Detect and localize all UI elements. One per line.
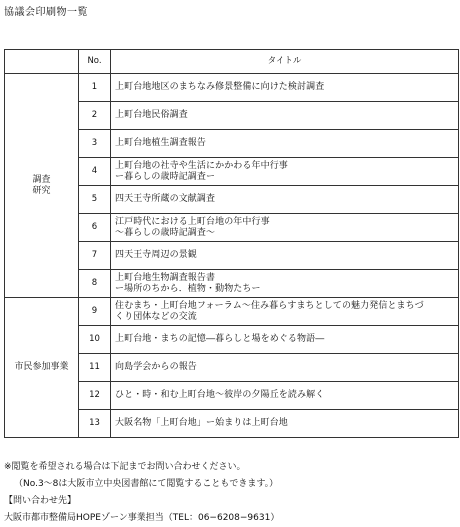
row-number: 7 — [79, 242, 111, 270]
title-line: 上町台地地区のまちなみ修景整備に向けた検討調査 — [115, 82, 325, 92]
table-row — [5, 298, 459, 326]
row-number: 12 — [79, 382, 111, 410]
category-citizen — [5, 298, 79, 438]
contact-section — [4, 459, 279, 527]
row-title — [111, 158, 459, 186]
title-line: くり団体などの交流 — [115, 311, 197, 322]
title-line: 上町台地・まちの記憶―暮らしと場をめぐる物語― — [115, 334, 325, 344]
category-label: 市民参加事業 — [14, 362, 69, 372]
row-number: 1 — [79, 74, 111, 102]
title-line: ひと・時・和む上町台地〜彼岸の夕陽丘を読み解く — [115, 390, 325, 400]
row-number: 4 — [79, 158, 111, 186]
row-number: 10 — [79, 326, 111, 354]
row-title — [111, 74, 459, 102]
title-line: 四天王寺所蔵の文献調査 — [115, 194, 216, 204]
row-title — [111, 382, 459, 410]
header-no: No. — [79, 50, 111, 74]
row-number: 13 — [79, 410, 111, 438]
category-research — [5, 74, 79, 298]
row-title — [111, 130, 459, 158]
row-title — [111, 270, 459, 298]
title-line: ー暮らしの歳時記調査ー — [115, 171, 216, 182]
title-line: 四天王寺周辺の景観 — [115, 250, 197, 260]
row-title — [111, 186, 459, 214]
title-line: ー場所のちから．植物・動物たちー — [115, 283, 261, 294]
title-line: 上町台地生物調査報告書 — [115, 272, 216, 283]
row-title — [111, 354, 459, 382]
category-label: 研究 — [32, 185, 51, 196]
header-row — [5, 50, 459, 74]
viewing-note: ※閲覧を希望される場合は下記までお問い合わせください。 — [4, 462, 246, 472]
page-title: 協議会印刷物一覧 — [4, 7, 88, 18]
header-category — [5, 50, 79, 74]
row-number: 5 — [79, 186, 111, 214]
row-title — [111, 102, 459, 130]
title-line: 〜暮らしの歳時記調査〜 — [115, 227, 216, 238]
row-title — [111, 298, 459, 326]
publications-table — [4, 49, 459, 438]
category-label: 調査 — [32, 174, 51, 185]
row-title — [111, 242, 459, 270]
row-number: 2 — [79, 102, 111, 130]
row-number: 9 — [79, 298, 111, 326]
title-line: 江戸時代における上町台地の年中行事 — [115, 216, 270, 227]
row-title — [111, 214, 459, 242]
title-line: 上町台地植生調査報告 — [115, 138, 207, 148]
title-line: 大阪名物「上町台地」ー始まりは上町台地 — [115, 418, 288, 428]
title-line: 上町台地の社寺や生活にかかわる年中行事 — [115, 160, 288, 171]
table-row — [5, 74, 459, 102]
title-line: 住むまち・上町台地フォーラム〜住み暮らすまちとしての魅力発信とまちづ — [115, 300, 424, 311]
row-number: 3 — [79, 130, 111, 158]
viewing-note-sub: （No.3〜8は大阪市立中央図書館にて閲覧することもできます。） — [14, 479, 279, 489]
row-number: 6 — [79, 214, 111, 242]
header-title: タイトル — [111, 50, 459, 74]
row-title — [111, 410, 459, 438]
title-line: 上町台地民俗調査 — [115, 110, 188, 120]
row-number: 11 — [79, 354, 111, 382]
row-title — [111, 326, 459, 354]
contact-info: 大阪市都市整備局HOPEゾーン事業担当（TEL：06−6208−9631） — [4, 513, 280, 523]
row-number: 8 — [79, 270, 111, 298]
contact-heading: 【問い合わせ先】 — [4, 496, 77, 506]
title-line: 向島学会からの報告 — [115, 362, 197, 372]
